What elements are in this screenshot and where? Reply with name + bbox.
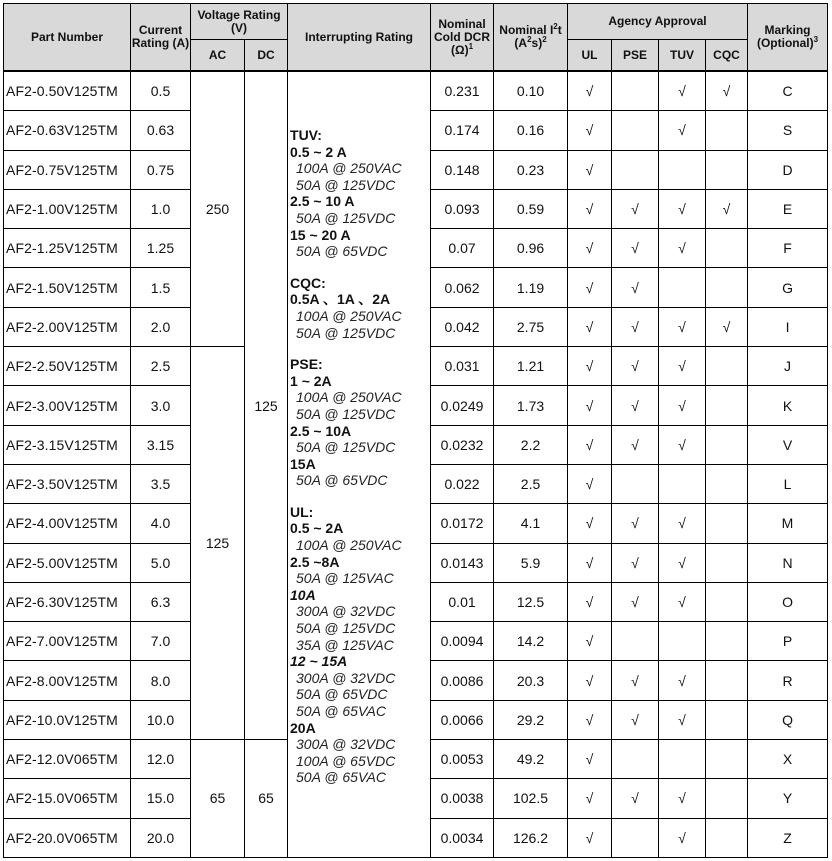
ul-check-cell: √ <box>568 582 612 621</box>
fuse-spec-table <box>3 3 828 858</box>
cqc-check-cell <box>706 268 748 307</box>
marking-cell: M <box>748 504 828 543</box>
current-rating-cell: 8.0 <box>131 661 191 700</box>
i2t-cell: 29.2 <box>494 700 568 739</box>
dcr-cell: 0.174 <box>431 111 494 150</box>
header-current-rating: Current Rating (A) <box>131 4 191 72</box>
pse-check-cell <box>612 464 659 503</box>
rating-range: 10A <box>290 586 316 603</box>
i2t-cell: 20.3 <box>494 661 568 700</box>
current-rating-cell: 5.0 <box>131 543 191 582</box>
dcr-cell: 0.062 <box>431 268 494 307</box>
current-rating-cell: 7.0 <box>131 622 191 661</box>
ul-check-cell: √ <box>568 307 612 346</box>
dc-voltage-cell: 65 <box>245 740 288 858</box>
pse-check-cell: √ <box>612 229 659 268</box>
dcr-cell: 0.0172 <box>431 504 494 543</box>
part-number-cell: AF2-1.50V125TM <box>4 268 131 307</box>
rating-value: 50A @ 125VDC <box>296 405 396 422</box>
header-ac: AC <box>191 40 245 72</box>
ul-check-cell: √ <box>568 779 612 818</box>
ul-check-cell: √ <box>568 818 612 857</box>
pse-check-cell: √ <box>612 425 659 464</box>
part-number-cell: AF2-5.00V125TM <box>4 543 131 582</box>
i2t-cell: 126.2 <box>494 818 568 857</box>
i2t-cell: 1.21 <box>494 347 568 386</box>
header-ul: UL <box>568 40 612 72</box>
part-number-cell: AF2-3.50V125TM <box>4 464 131 503</box>
header-voltage-rating: Voltage Rating (V) <box>191 4 288 40</box>
header-agency-approval: Agency Approval <box>568 4 748 40</box>
rating-value: 100A @ 250VAC <box>296 307 402 324</box>
i2t-cell: 5.9 <box>494 543 568 582</box>
rating-value: 300A @ 32VDC <box>296 736 396 753</box>
marking-cell: G <box>748 268 828 307</box>
dcr-cell: 0.093 <box>431 189 494 228</box>
pse-check-cell <box>612 740 659 779</box>
part-number-cell: AF2-2.00V125TM <box>4 307 131 346</box>
dcr-cell: 0.231 <box>431 71 494 111</box>
pse-check-cell: √ <box>612 386 659 425</box>
pse-check-cell <box>612 818 659 857</box>
i2t-cell: 2.75 <box>494 307 568 346</box>
header-part-number: Part Number <box>4 4 131 72</box>
marking-cell: Z <box>748 818 828 857</box>
tuv-check-cell: √ <box>659 111 706 150</box>
pse-check-cell: √ <box>612 661 659 700</box>
cqc-check-cell <box>706 543 748 582</box>
tuv-check-cell: √ <box>659 779 706 818</box>
dcr-cell: 0.022 <box>431 464 494 503</box>
rating-value: 50A @ 125VDC <box>296 176 396 193</box>
fuse-spec-table-wrapper <box>3 3 828 858</box>
i2t-cell: 2.5 <box>494 464 568 503</box>
pse-check-cell: √ <box>612 582 659 621</box>
tuv-check-cell: √ <box>659 661 706 700</box>
cqc-check-cell <box>706 622 748 661</box>
header-pse: PSE <box>612 40 659 72</box>
current-rating-cell: 0.5 <box>131 71 191 111</box>
pse-check-cell <box>612 111 659 150</box>
header-interrupting-rating: Interrupting Rating <box>288 4 431 72</box>
current-rating-cell: 2.5 <box>131 347 191 386</box>
current-rating-cell: 20.0 <box>131 818 191 857</box>
ac-voltage-cell: 65 <box>191 740 245 858</box>
marking-cell: E <box>748 189 828 228</box>
current-rating-cell: 1.0 <box>131 189 191 228</box>
pse-check-cell <box>612 622 659 661</box>
pse-check-cell: √ <box>612 347 659 386</box>
ul-check-cell: √ <box>568 661 612 700</box>
dcr-cell: 0.148 <box>431 150 494 189</box>
marking-cell: L <box>748 464 828 503</box>
dcr-cell: 0.0038 <box>431 779 494 818</box>
rating-value: 300A @ 32VDC <box>296 603 396 620</box>
i2t-cell: 49.2 <box>494 740 568 779</box>
current-rating-cell: 12.0 <box>131 740 191 779</box>
rating-range: 2.5 ~ 10A <box>290 422 352 439</box>
tuv-check-cell: √ <box>659 504 706 543</box>
rating-value: 50A @ 125VAC <box>296 570 394 587</box>
part-number-cell: AF2-10.0V125TM <box>4 700 131 739</box>
part-number-cell: AF2-12.0V065TM <box>4 740 131 779</box>
rating-spacer <box>290 260 428 275</box>
cqc-check-cell <box>706 504 748 543</box>
cqc-check-cell <box>706 464 748 503</box>
current-rating-cell: 3.15 <box>131 425 191 464</box>
pse-check-cell: √ <box>612 504 659 543</box>
cqc-check-cell: √ <box>706 71 748 111</box>
i2t-cell: 2.2 <box>494 425 568 464</box>
ac-voltage-cell: 250 <box>191 71 245 347</box>
i2t-cell: 102.5 <box>494 779 568 818</box>
marking-cell: N <box>748 543 828 582</box>
pse-check-cell <box>612 150 659 189</box>
dcr-cell: 0.0034 <box>431 818 494 857</box>
rating-spacer <box>290 489 428 504</box>
cqc-check-cell <box>706 111 748 150</box>
current-rating-cell: 4.0 <box>131 504 191 543</box>
header-nominal-i2t: Nominal $I^2t$ $(A^2s)^2$ <box>494 4 568 72</box>
table-row <box>4 71 828 111</box>
marking-cell: F <box>748 229 828 268</box>
i2t-cell: 0.23 <box>494 150 568 189</box>
part-number-cell: AF2-3.00V125TM <box>4 386 131 425</box>
cqc-check-cell <box>706 386 748 425</box>
tuv-check-cell <box>659 464 706 503</box>
rating-range: 12 ~ 15A <box>290 653 348 670</box>
tuv-check-cell: √ <box>659 307 706 346</box>
header-marking: Marking (Optional)$^3$ <box>748 4 828 72</box>
dcr-cell: 0.0143 <box>431 543 494 582</box>
rating-cqc-heading: CQC: <box>290 274 326 291</box>
rating-value: 100A @ 250VAC <box>296 160 402 177</box>
cqc-check-cell <box>706 740 748 779</box>
dcr-cell: 0.01 <box>431 582 494 621</box>
rating-value: 100A @ 250VAC <box>296 537 402 554</box>
ul-check-cell: √ <box>568 71 612 111</box>
cqc-check-cell <box>706 229 748 268</box>
rating-value: 50A @ 65VAC <box>296 769 386 786</box>
tuv-check-cell <box>659 150 706 189</box>
current-rating-cell: 2.0 <box>131 307 191 346</box>
header-cqc: CQC <box>706 40 748 72</box>
table-body <box>4 71 828 857</box>
current-rating-cell: 15.0 <box>131 779 191 818</box>
pse-check-cell: √ <box>612 700 659 739</box>
part-number-cell: AF2-0.75V125TM <box>4 150 131 189</box>
rating-range: 0.5 ~ 2 A <box>290 143 347 160</box>
i2t-cell: 4.1 <box>494 504 568 543</box>
pse-check-cell: √ <box>612 189 659 228</box>
dcr-cell: 0.07 <box>431 229 494 268</box>
current-rating-cell: 3.5 <box>131 464 191 503</box>
rating-value: 100A @ 250VAC <box>296 389 402 406</box>
ul-check-cell: √ <box>568 425 612 464</box>
tuv-check-cell: √ <box>659 71 706 111</box>
dcr-cell: 0.0053 <box>431 740 494 779</box>
marking-cell: Q <box>748 700 828 739</box>
marking-cell: S <box>748 111 828 150</box>
part-number-cell: AF2-15.0V065TM <box>4 779 131 818</box>
pse-check-cell: √ <box>612 543 659 582</box>
rating-value: 50A @ 65VDC <box>296 686 388 703</box>
part-number-cell: AF2-2.50V125TM <box>4 347 131 386</box>
cqc-check-cell <box>706 700 748 739</box>
interrupting-rating-cell <box>288 71 431 857</box>
rating-value: 300A @ 32VDC <box>296 669 396 686</box>
rating-value: 50A @ 65VAC <box>296 703 386 719</box>
i2t-cell: 14.2 <box>494 622 568 661</box>
i2t-cell: 1.73 <box>494 386 568 425</box>
marking-cell: I <box>748 307 828 346</box>
rating-pse-heading: PSE: <box>290 356 323 373</box>
tuv-check-cell <box>659 622 706 661</box>
ul-check-cell: √ <box>568 189 612 228</box>
marking-cell: J <box>748 347 828 386</box>
rating-range: 15 ~ 20 A <box>290 226 351 243</box>
i2t-cell: 0.16 <box>494 111 568 150</box>
marking-cell: K <box>748 386 828 425</box>
rating-value: 50A @ 125VDC <box>296 620 396 637</box>
pse-check-cell <box>612 71 659 111</box>
current-rating-cell: 1.5 <box>131 268 191 307</box>
marking-cell: D <box>748 150 828 189</box>
ul-check-cell: √ <box>568 386 612 425</box>
pse-check-cell: √ <box>612 307 659 346</box>
cqc-check-cell <box>706 582 748 621</box>
ul-check-cell: √ <box>568 464 612 503</box>
pse-check-cell: √ <box>612 779 659 818</box>
current-rating-cell: 6.3 <box>131 582 191 621</box>
dcr-cell: 0.0232 <box>431 425 494 464</box>
tuv-check-cell: √ <box>659 229 706 268</box>
rating-value: 50A @ 65VDC <box>296 243 388 260</box>
tuv-check-cell <box>659 740 706 779</box>
tuv-check-cell: √ <box>659 425 706 464</box>
ul-check-cell: √ <box>568 347 612 386</box>
part-number-cell: AF2-6.30V125TM <box>4 582 131 621</box>
i2t-cell: 12.5 <box>494 582 568 621</box>
marking-cell: R <box>748 661 828 700</box>
marking-cell: V <box>748 425 828 464</box>
dcr-cell: 0.0086 <box>431 661 494 700</box>
cqc-check-cell <box>706 347 748 386</box>
current-rating-cell: 0.75 <box>131 150 191 189</box>
i2t-cell: 0.96 <box>494 229 568 268</box>
tuv-check-cell: √ <box>659 543 706 582</box>
cqc-check-cell <box>706 779 748 818</box>
part-number-cell: AF2-1.00V125TM <box>4 189 131 228</box>
i2t-cell: 0.59 <box>494 189 568 228</box>
marking-cell: X <box>748 740 828 779</box>
cqc-check-cell <box>706 425 748 464</box>
marking-cell: P <box>748 622 828 661</box>
part-number-cell: AF2-8.00V125TM <box>4 661 131 700</box>
header-dc: DC <box>245 40 288 72</box>
marking-cell: O <box>748 582 828 621</box>
rating-range: 2.5 ~8A <box>290 553 340 570</box>
part-number-cell: AF2-3.15V125TM <box>4 425 131 464</box>
cqc-check-cell: √ <box>706 307 748 346</box>
dcr-cell: 0.031 <box>431 347 494 386</box>
current-rating-cell: 10.0 <box>131 700 191 739</box>
tuv-check-cell: √ <box>659 582 706 621</box>
i2t-cell: 1.19 <box>494 268 568 307</box>
dcr-cell: 0.0066 <box>431 700 494 739</box>
cqc-check-cell <box>706 818 748 857</box>
rating-range: 2.5 ~ 10 A <box>290 193 355 210</box>
rating-range: 1 ~ 2A <box>290 372 332 389</box>
table-header <box>4 4 828 72</box>
i2t-cell: 0.10 <box>494 71 568 111</box>
part-number-cell: AF2-4.00V125TM <box>4 504 131 543</box>
rating-tuv-heading: TUV: <box>290 127 322 143</box>
ul-check-cell: √ <box>568 504 612 543</box>
ac-voltage-cell: 125 <box>191 347 245 740</box>
cqc-check-cell <box>706 150 748 189</box>
ul-check-cell: √ <box>568 543 612 582</box>
part-number-cell: AF2-20.0V065TM <box>4 818 131 857</box>
tuv-check-cell: √ <box>659 347 706 386</box>
dcr-cell: 0.0094 <box>431 622 494 661</box>
cqc-check-cell <box>706 661 748 700</box>
rating-value: 35A @ 125VAC <box>296 636 394 653</box>
pse-check-cell: √ <box>612 268 659 307</box>
marking-cell: C <box>748 71 828 111</box>
rating-value: 50A @ 125VDC <box>296 209 396 226</box>
ul-check-cell: √ <box>568 268 612 307</box>
rating-value: 50A @ 125VDC <box>296 439 396 456</box>
tuv-check-cell <box>659 268 706 307</box>
tuv-check-cell: √ <box>659 386 706 425</box>
header-nominal-cold-dcr: Nominal Cold DCR $(\Omega)^1$ <box>431 4 494 72</box>
current-rating-cell: 1.25 <box>131 229 191 268</box>
current-rating-cell: 3.0 <box>131 386 191 425</box>
rating-value: 50A @ 125VDC <box>296 324 396 341</box>
dc-voltage-cell: 125 <box>245 71 288 740</box>
marking-cell: Y <box>748 779 828 818</box>
rating-range: 0.5A 、1A 、2A <box>290 291 391 308</box>
rating-range: 20A <box>290 719 316 736</box>
header-tuv: TUV <box>659 40 706 72</box>
ul-check-cell: √ <box>568 740 612 779</box>
dcr-cell: 0.0249 <box>431 386 494 425</box>
rating-spacer <box>290 341 428 356</box>
cqc-check-cell: √ <box>706 189 748 228</box>
part-number-cell: AF2-1.25V125TM <box>4 229 131 268</box>
ul-check-cell: √ <box>568 622 612 661</box>
rating-value: 100A @ 65VDC <box>296 752 396 769</box>
part-number-cell: AF2-7.00V125TM <box>4 622 131 661</box>
ul-check-cell: √ <box>568 111 612 150</box>
part-number-cell: AF2-0.50V125TM <box>4 71 131 111</box>
rating-range: 0.5 ~ 2A <box>290 520 344 537</box>
current-rating-cell: 0.63 <box>131 111 191 150</box>
rating-range: 15A <box>290 455 316 472</box>
part-number-cell: AF2-0.63V125TM <box>4 111 131 150</box>
dcr-cell: 0.042 <box>431 307 494 346</box>
tuv-check-cell: √ <box>659 818 706 857</box>
tuv-check-cell: √ <box>659 700 706 739</box>
ul-check-cell: √ <box>568 229 612 268</box>
tuv-check-cell: √ <box>659 189 706 228</box>
ul-check-cell: √ <box>568 150 612 189</box>
ul-check-cell: √ <box>568 700 612 739</box>
rating-value: 50A @ 65VDC <box>296 472 388 489</box>
rating-ul-heading: UL: <box>290 503 314 520</box>
